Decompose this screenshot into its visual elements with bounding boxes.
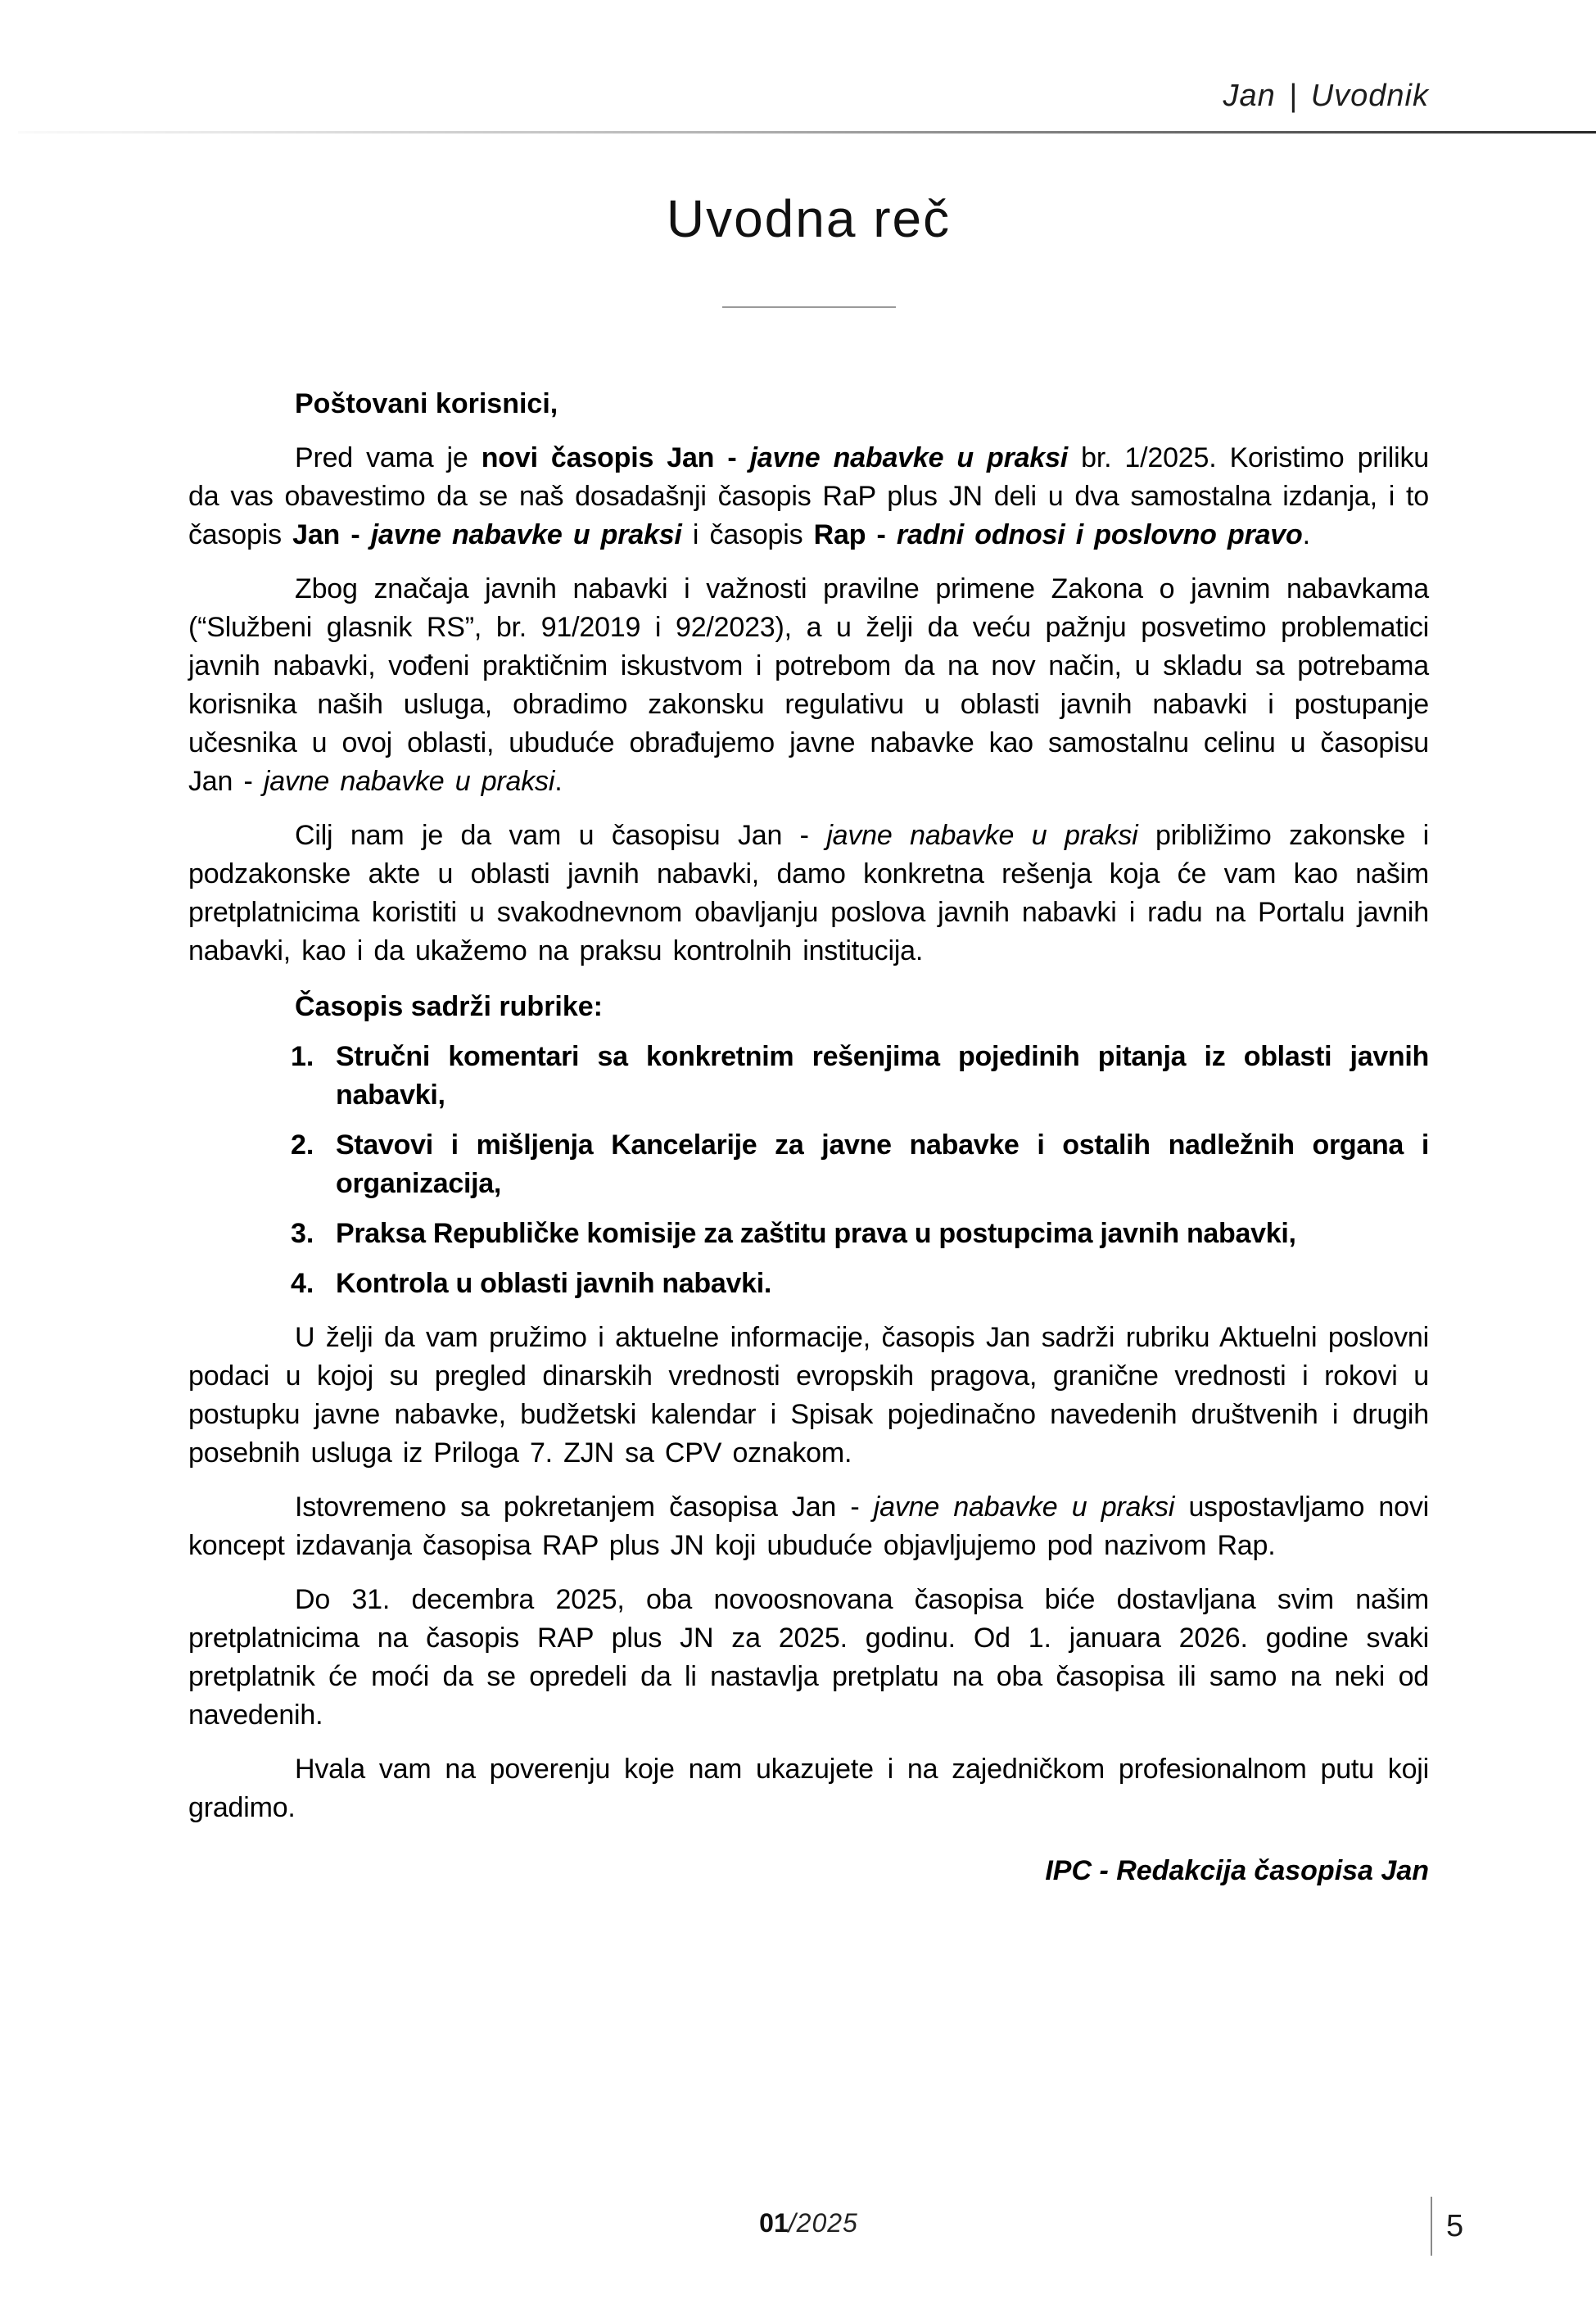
- text-run: javne nabavke u praksi: [873, 1491, 1175, 1523]
- issue-number: 01: [759, 2208, 789, 2238]
- paragraph-outro-2: [188, 1488, 1429, 1565]
- text-run: radni odnosi i poslovno pravo: [896, 519, 1303, 551]
- text-run: br. 1/2025. Koristimo priliku da vas obavestimo da se naš dosadašnji časopis RaP plus JN deli u dva samostalna izdanja, i to časopis: [188, 442, 1429, 551]
- text-run: Hvala vam na poverenju koje nam ukazujete i na zajedničkom profesionalnom putu koji gradimo.: [188, 1754, 1429, 1824]
- editorial-signature: IPC - Redakcija časopisa Jan: [1045, 1855, 1429, 1887]
- text-run: Cilj nam je da vam u časopisu Jan -: [295, 820, 827, 852]
- section-name: Uvodnik: [1310, 79, 1429, 113]
- paragraph-intro-2: [188, 570, 1429, 801]
- paragraph-outro-4: [188, 1750, 1429, 1827]
- text-run: novi časopis Jan -: [481, 442, 750, 474]
- page-number: 5: [1446, 2208, 1464, 2243]
- paragraph-outro-1: [188, 1319, 1429, 1473]
- text-run: Do 31. decembra 2025, oba novoosnovana časopisa biće dostavljana svim našim pretplatnicima na časopis RAP plus JN za 2025. godinu. Od 1. januara 2026. godine svaki pretplatnik će moći da se opredeli da li nastavlja pretplatu na oba časopisa ili samo na neki od navedenih.: [188, 1584, 1429, 1731]
- text-run: U želji da vam pružimo i aktuelne informacije, časopis Jan sadrži rubriku Aktuelni poslovni podaci u kojoj su pregled dinarskih vrednosti evropskih pragova, granične vrednosti i rokovi u postupku javne nabavke, budžetski kalendar i Spisak pojedinačno navedenih društvenih i drugih posebnih usluga iz Priloga 7. ZJN sa CPV oznakom.: [188, 1322, 1429, 1469]
- page-number-block: [1431, 2197, 1463, 2256]
- text-column: [188, 0, 1429, 1890]
- rubrics-heading: Časopis sadrži rubrike:: [295, 991, 604, 1023]
- rubric-text: Praksa Republičke komisije za zaštitu prava u postupcima javnih nabavki,: [336, 1218, 1296, 1250]
- journal-name: Jan: [1223, 79, 1276, 113]
- footer-issue: [188, 2208, 1429, 2238]
- rubric-text: Kontrola u oblasti javnih nabavki.: [336, 1268, 772, 1300]
- text-run: Pred vama je: [295, 442, 482, 474]
- issue-year: /2025: [788, 2208, 858, 2238]
- text-run: Rap -: [813, 519, 897, 551]
- text-run: javne nabavke u praksi: [370, 519, 682, 551]
- rubric-number: 1.: [291, 1041, 314, 1073]
- rubrics-list: [188, 1038, 1429, 1303]
- rubric-item: [291, 1126, 1429, 1203]
- header-separator: |: [1288, 79, 1298, 113]
- paragraph-outro-3: [188, 1581, 1429, 1735]
- rubric-text: Stručni komentari sa konkretnim rešenjima pojedinih pitanja iz oblasti javnih nabavki,: [336, 1041, 1429, 1111]
- text-run: Jan -: [292, 519, 371, 551]
- page-title: Uvodna reč: [666, 189, 952, 248]
- text-run: javne nabavke u praksi: [263, 766, 555, 798]
- rubric-item: [291, 1265, 1429, 1303]
- rubric-item: [291, 1215, 1429, 1253]
- rubric-number: 4.: [291, 1268, 314, 1300]
- text-run: uspostavljamo novi koncept izdavanja časopisa RAP plus JN koji ubuduće objavljujemo pod nazivom Rap.: [188, 1491, 1430, 1562]
- rubric-number: 3.: [291, 1218, 314, 1250]
- text-run: približimo zakonske i podzakonske akte u oblasti javnih nabavki, damo konkretna rešenja koja će vam kao našim pretplatnicima koristiti u svakodnevnom obavljanju poslova javnih nabavki i radu na Portalu javnih nabavki, kao i da ukažemo na praksu kontrolnih institucija.: [188, 820, 1429, 967]
- title-underline: [722, 306, 896, 308]
- rubric-item: [291, 1038, 1429, 1115]
- text-run: Istovremeno sa pokretanjem časopisa Jan -: [295, 1491, 874, 1523]
- text-run: .: [554, 766, 563, 798]
- text-run: i časopis: [681, 519, 814, 551]
- salutation: Poštovani korisnici,: [295, 388, 558, 420]
- rubric-number: 2.: [291, 1129, 314, 1161]
- text-run: javne nabavke u praksi: [749, 442, 1069, 474]
- text-run: javne nabavke u praksi: [826, 820, 1138, 852]
- paragraph-intro-3: [188, 817, 1429, 971]
- rubric-text: Stavovi i mišljenja Kancelarije za javne nabavke i ostalih nadležnih organa i organizacija,: [336, 1129, 1429, 1200]
- paragraph-intro-1: [188, 439, 1429, 554]
- text-run: .: [1302, 519, 1310, 551]
- text-run: Zbog značaja javnih nabavki i važnosti pravilne primene Zakona o javnim nabavkama (“Službeni glasnik RS”, br. 91/2019 i 92/2023), a u želji da veću pažnju posvetimo problematici javnih nabavki, vođeni praktičnim iskustvom i potrebom da na nov način, u skladu sa potrebama korisnika naših usluga, obradimo zakonsku regulativu u oblasti javnih nabavki i postupanje učesnika u ovoj oblasti, ubuduće obrađujemo javne nabavke kao samostalnu celinu u časopisu Jan -: [188, 573, 1429, 798]
